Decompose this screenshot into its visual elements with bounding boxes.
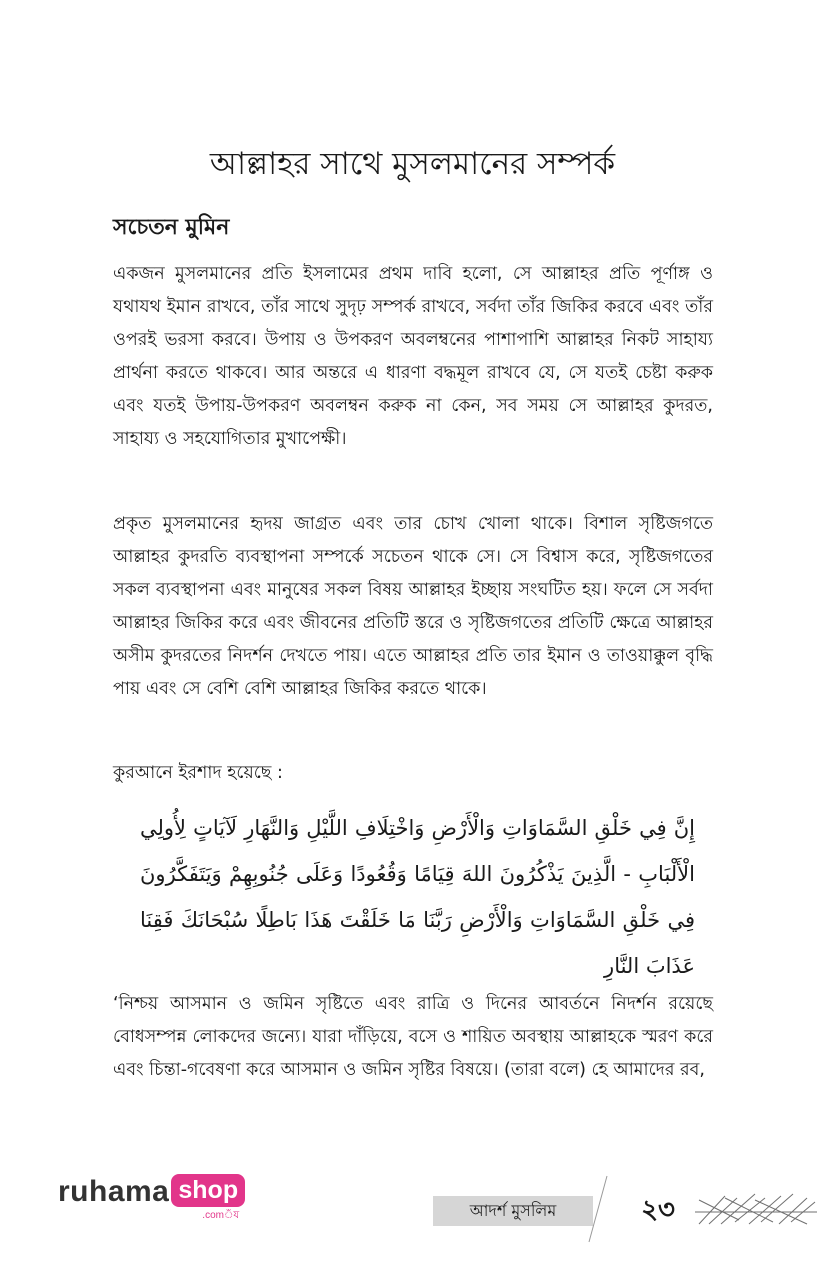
quran-arabic-verse: إِنَّ فِي خَلْقِ السَّمَاوَاتِ وَالْأَرْضِ وَاخْتِلَافِ اللَّيْلِ وَالنَّهَارِ لَآيَاتٍ لِأُولِي الْأَلْبَابِ - الَّذِينَ يَذْكُرُونَ اللهَ قِيَامًا وَقُعُودًا وَعَلَى جُنُوبِهِمْ وَيَتَفَكَّرُونَ فِي خَلْقِ السَّمَاوَاتِ وَالْأَرْضِ رَبَّنَا مَا خَلَقْتَ هَذَا بَاطِلًا سُبْحَانَكَ فَقِنَا عَذَابَ النَّارِ — [140, 816, 695, 978]
quran-intro-line: কুরআনে ইরশাদ হয়েছে : — [113, 763, 283, 783]
book-title: আদর্শ মুসলিম — [469, 1200, 557, 1220]
book-title-box — [433, 1196, 593, 1226]
paragraph-translation: ‘নিশ্চয় আসমান ও জমিন সৃষ্টিতে এবং রাত্রি ও দিনের আবর্তনে নিদর্শন রয়েছে বোধসম্পন্ন লোকদের জন্যে। যারা দাঁড়িয়ে, বসে ও শায়িত অবস্থায় আল্লাহকে স্মরণ করে এবং চিন্তা-গবেষণা করে আসমান ও জমিন সৃষ্টির বিষয়ে। (তারা বলে) হে আমাদের রব, — [113, 994, 713, 1080]
logo-shop-badge: shop — [171, 1174, 245, 1207]
logo-badge-group — [171, 1174, 245, 1225]
logo-wordmark: ruhama — [58, 1175, 170, 1208]
chapter-title: আল্লাহর সাথে মুসলমানের সম্পর্ক — [209, 146, 616, 182]
decorative-crosshatch-lines — [695, 1192, 820, 1228]
section-heading: সচেতন মুমিন — [113, 215, 230, 240]
logo-domain: .comঁয — [202, 1210, 240, 1221]
paragraph-1: একজন মুসলমানের প্রতি ইসলামের প্রথম দাবি হলো, সে আল্লাহর প্রতি পূর্ণাঙ্গ ও যথাযথ ইমান রাখবে, তাঁর সাথে সুদৃঢ় সম্পর্ক রাখবে, সর্বদা তাঁর জিকির করবে এবং তাঁর ওপরই ভরসা করবে। উপায় ও উপকরণ অবলম্বনের পাশাপাশি আল্লাহর নিকট সাহায্য প্রার্থনা করতে থাকবে। আর অন্তরে এ ধারণা বদ্ধমূল রাখবে যে, সে যতই চেষ্টা করুক এবং যতই উপায়-উপকরণ অবলম্বন করুক না কেন, সব সময় সে আল্লাহর কুদরত, সাহায্য ও সহযোগিতার মুখাপেক্ষী। — [113, 264, 713, 449]
page-number: ২৩ — [641, 1195, 675, 1225]
footer-divider-slash — [583, 1174, 613, 1244]
paragraph-2: প্রকৃত মুসলমানের হৃদয় জাগ্রত এবং তার চোখ খোলা থাকে। বিশাল সৃষ্টিজগতে আল্লাহর কুদরতি ব্যবস্থাপনা সম্পর্কে সচেতন থাকে সে। সে বিশ্বাস করে, সৃষ্টিজগতের সকল ব্যবস্থাপনা এবং মানুষের সকল বিষয় আল্লাহর ইচ্ছায় সংঘটিত হয়। ফলে সে সর্বদা আল্লাহর জিকির করে এবং জীবনের প্রতিটি স্তরে ও সৃষ্টিজগতের প্রতিটি ক্ষেত্রে আল্লাহর অসীম কুদরতের নিদর্শন দেখতে পায়। এতে আল্লাহর প্রতি তার ইমান ও তাওয়াক্কুল বৃদ্ধি পায় এবং সে বেশি বেশি আল্লাহর জিকির করতে থাকে। — [113, 514, 713, 699]
running-footer — [433, 1196, 825, 1226]
ruhamashop-logo — [58, 1174, 245, 1225]
